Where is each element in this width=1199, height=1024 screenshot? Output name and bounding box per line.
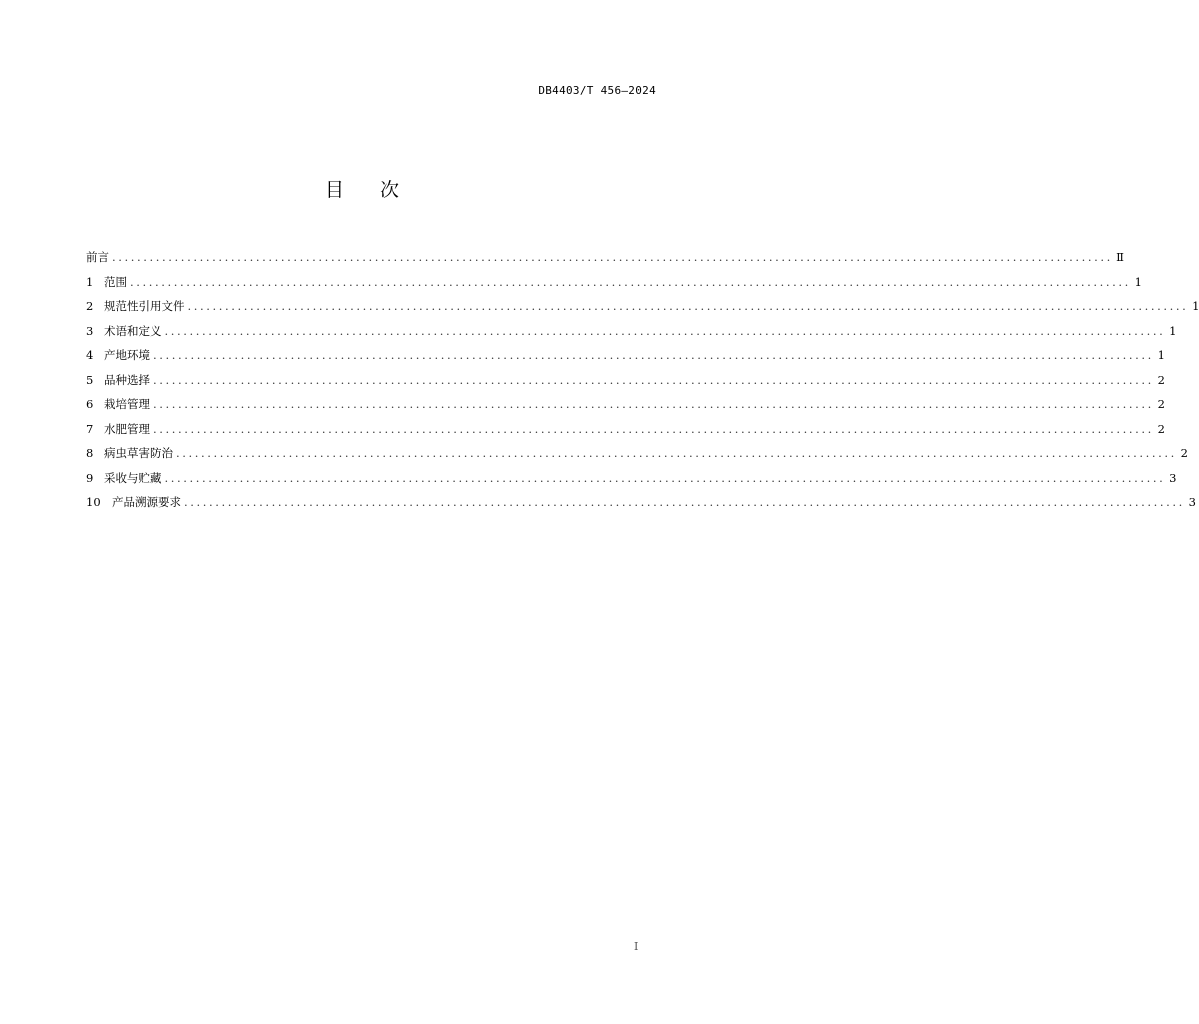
toc-leader-dots: ................................................................................................................................................................ (153, 397, 1154, 411)
toc-entry-2[interactable] (86, 297, 1199, 322)
toc-leader-dots: ................................................................................................................................................................ (184, 495, 1185, 509)
toc-leader-dots: ................................................................................................................................................................ (112, 250, 1113, 264)
toc-entry-page: 3 (1169, 470, 1177, 485)
toc-entry-number: 2 (86, 299, 94, 313)
toc-entry-page: 3 (1188, 495, 1196, 509)
toc-entry-label: 范围 (104, 274, 127, 289)
toc-entry-label: 病虫草害防治 (104, 446, 173, 460)
toc-entry-3[interactable] (86, 322, 1177, 347)
toc-leader-dots: ................................................................................................................................................................ (153, 348, 1154, 362)
toc-entry-number: 5 (86, 372, 94, 387)
toc-entry-number: 6 (86, 397, 94, 411)
toc-leader-dots: ................................................................................................................................................................ (153, 421, 1154, 436)
toc-entry-number: 10 (86, 495, 101, 509)
toc-entry-page: 2 (1157, 421, 1165, 436)
toc-entry-label: 栽培管理 (104, 397, 150, 411)
toc-entry-label: 水肥管理 (104, 421, 150, 436)
toc-entry-label: 规范性引用文件 (104, 299, 185, 313)
toc-entry-4[interactable] (86, 346, 1165, 371)
page-number: I (634, 940, 639, 953)
toc-leader-dots: ................................................................................................................................................................ (176, 446, 1177, 460)
toc-entry-page: 2 (1157, 397, 1165, 411)
toc-entry-label: 术语和定义 (104, 323, 162, 338)
toc-list (86, 248, 1199, 518)
toc-entry-page: 2 (1157, 372, 1165, 387)
toc-entry-label: 前言 (86, 250, 109, 264)
toc-entry-8[interactable] (86, 444, 1188, 469)
toc-entry-number: 7 (86, 421, 94, 436)
toc-entry-page: 2 (1180, 446, 1188, 460)
toc-entry-7[interactable] (86, 420, 1165, 445)
toc-entry-page: 1 (1169, 323, 1177, 338)
document-code: DB4403/T 456—2024 (538, 84, 656, 97)
toc-leader-dots: ................................................................................................................................................................ (164, 470, 1166, 485)
toc-entry-label: 产品溯源要求 (112, 495, 181, 509)
toc-entry-page: 1 (1134, 274, 1142, 289)
toc-entry-10[interactable] (86, 493, 1196, 518)
toc-entry-number: 9 (86, 470, 94, 485)
toc-entry-number: 4 (86, 348, 94, 362)
toc-entry-page: 1 (1157, 348, 1165, 362)
toc-entry-9[interactable] (86, 469, 1177, 494)
toc-entry-6[interactable] (86, 395, 1165, 420)
toc-leader-dots: ................................................................................................................................................................ (187, 299, 1189, 313)
toc-entry-1[interactable] (86, 273, 1142, 298)
toc-entry-page: Ⅱ (1116, 250, 1124, 264)
toc-entry-foreword[interactable] (86, 248, 1124, 273)
toc-leader-dots: ................................................................................................................................................................ (164, 323, 1166, 338)
toc-entry-page: 1 (1192, 299, 1199, 313)
toc-leader-dots: ................................................................................................................................................................ (130, 274, 1131, 289)
toc-entry-number: 3 (86, 323, 94, 338)
toc-entry-number: 8 (86, 446, 94, 460)
toc-entry-number: 1 (86, 274, 94, 289)
toc-leader-dots: ................................................................................................................................................................ (153, 372, 1154, 387)
toc-entry-5[interactable] (86, 371, 1165, 396)
toc-title: 目次 (324, 179, 435, 201)
toc-entry-label: 采收与贮藏 (104, 470, 162, 485)
toc-entry-label: 产地环境 (104, 348, 150, 362)
toc-entry-label: 品种选择 (104, 372, 150, 387)
